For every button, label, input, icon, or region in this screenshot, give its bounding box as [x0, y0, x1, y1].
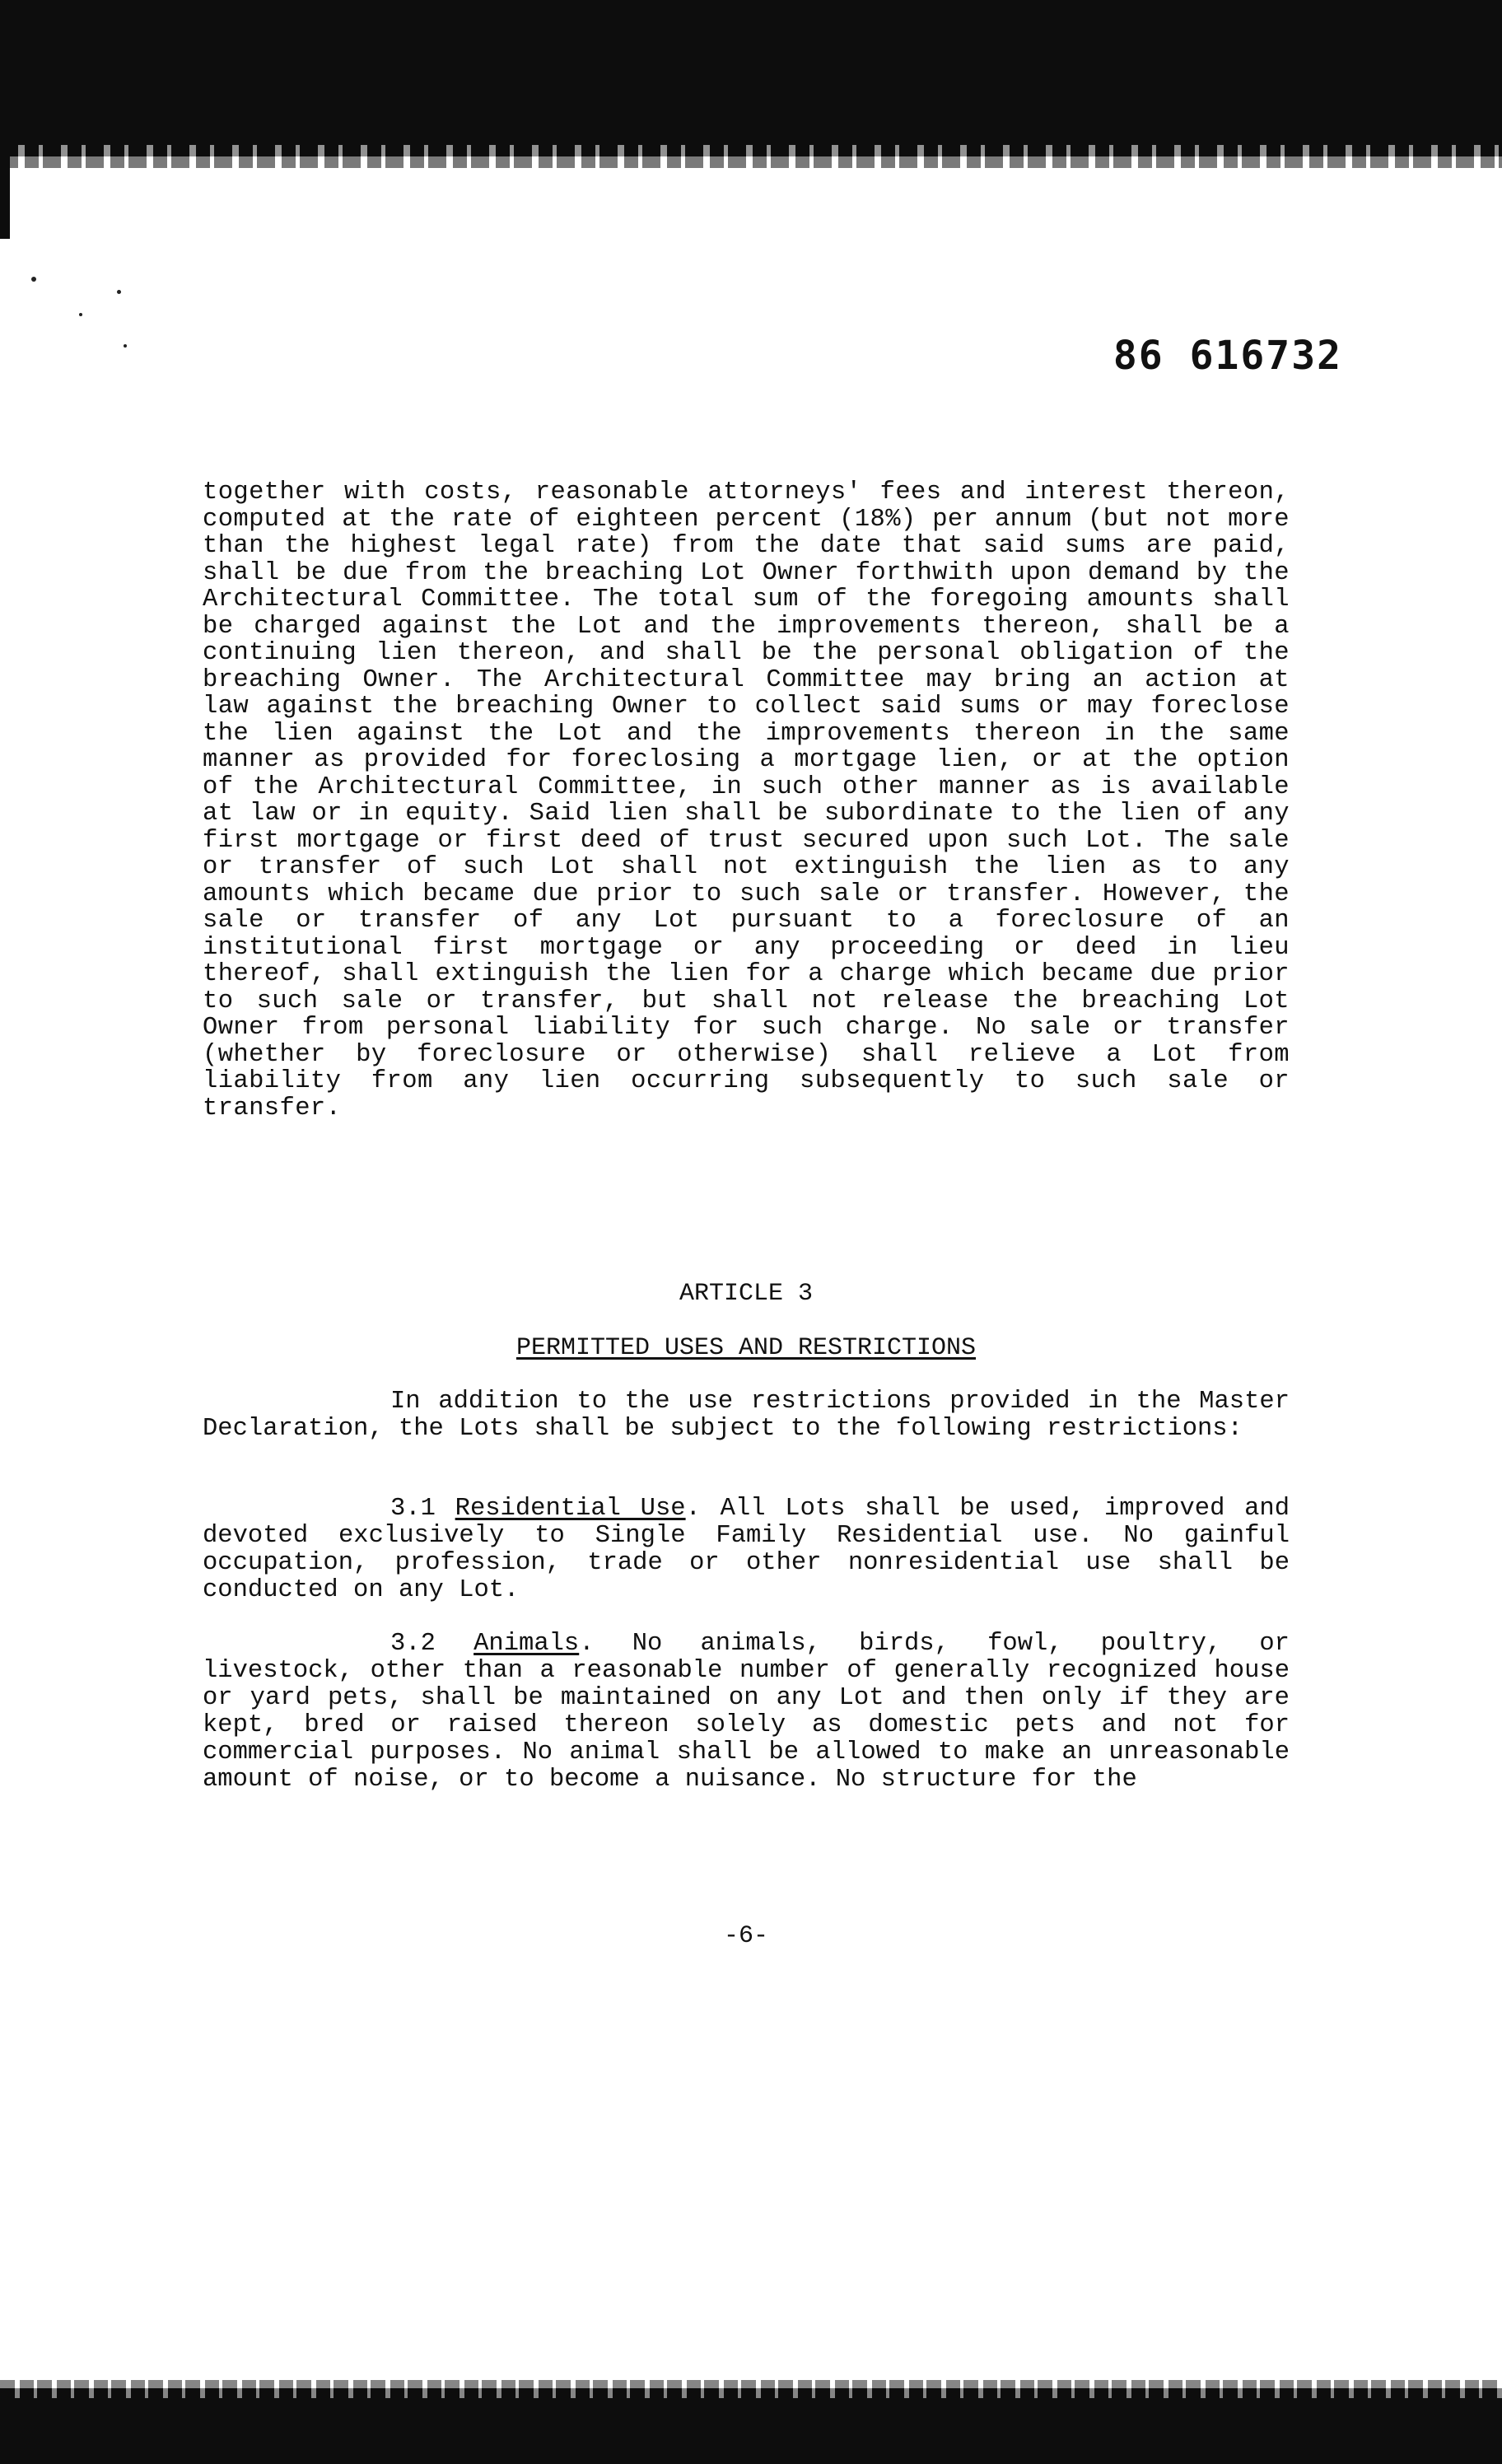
section-heading — [203, 1334, 1290, 1362]
section-title: Animals — [473, 1630, 580, 1658]
document-number: 86 616732 — [1113, 333, 1342, 379]
intro-paragraph: In addition to the use restrictions provided in the Master Declaration, the Lots shall be subject to the following restrictions: — [203, 1388, 1290, 1443]
scan-border-top — [0, 0, 1502, 156]
article-heading: ARTICLE 3 — [679, 1280, 814, 1308]
scan-edge-mark — [0, 156, 10, 239]
scan-speck — [79, 313, 82, 316]
page-number: -6- — [723, 1922, 768, 1950]
section-number: 3.2 — [390, 1630, 436, 1658]
section-number: 3.1 — [390, 1495, 436, 1523]
scan-border-bottom — [0, 2388, 1502, 2464]
scan-speck — [124, 344, 127, 348]
section-3-1: 3.1 Residential Use. All Lots shall be used, improved and devoted exclusively to Single Family Residential use. No gainful occupation, profession, trade or other nonresidential use shall be conducted on any Lot. — [203, 1495, 1290, 1604]
section-heading-text: PERMITTED USES AND RESTRICTIONS — [515, 1334, 977, 1362]
section-text: All Lots shall be used, improved and devoted exclusively to Single Family Residential use. No gainful occupation, profession, trade or other nonresidential use shall be conducted on any Lot. — [203, 1495, 1290, 1604]
section-title: Residential Use — [455, 1495, 686, 1523]
section-3-2: 3.2 Animals. No animals, birds, fowl, poultry, or livestock, other than a reasonable number of generally recognized house or yard pets, shall be maintained on any Lot and then only if they are kept, bred or raised thereon solely as domestic pets and not for commercial purposes. No animal shall be allowed to make an unreasonable amount of noise, or to become a nuisance. No structure for the — [203, 1630, 1290, 1794]
scan-speck — [31, 277, 36, 282]
section-text: No animals, birds, fowl, poultry, or livestock, other than a reasonable number of generally recognized house or yard pets, shall be maintained on any Lot and then only if they are kept, bred or raised thereon solely as domestic pets and not for commercial purposes. No animal shall be allowed to make an unreasonable amount of noise, or to become a nuisance. No structure for the — [203, 1630, 1290, 1794]
scan-speck — [117, 290, 121, 294]
continued-paragraph: together with costs, reasonable attorneys' fees and interest thereon, computed at the rate of eighteen percent (18%) per annum (but not more than the highest legal rate) from the date that said sums are paid, shall be due from the breaching Lot Owner forthwith upon demand by the Architectural Committee. The total sum of the foregoing amounts shall be charged against the Lot and the improvements thereon, shall be a continuing lien thereon, and shall be the personal obligation of the breaching Owner. The Architectural Committee may bring an action at law against the breaching Owner to collect said sums or may foreclose the lien against the Lot and the improvements thereon in the same manner as provided for foreclosing a mortgage lien, or at the option of the Architectural Committee, in such other manner as is available at law or in equity. Said lien shall be subordinate to the lien of any first mortgage or first deed of trust secured upon such Lot. The sale or transfer of such Lot shall not extinguish the lien as to any amounts which became due prior to such sale or transfer. However, the sale or transfer of any Lot pursuant to a foreclosure of an institutional first mortgage or any proceeding or deed in lieu thereof, shall extinguish the lien for a charge which became due prior to such sale or transfer, but shall not release the breaching Lot Owner from personal liability for such charge. No sale or transfer (whether by foreclosure or otherwise) shall relieve a Lot from liability from any lien occurring subsequently to such sale or transfer. — [203, 478, 1290, 1122]
